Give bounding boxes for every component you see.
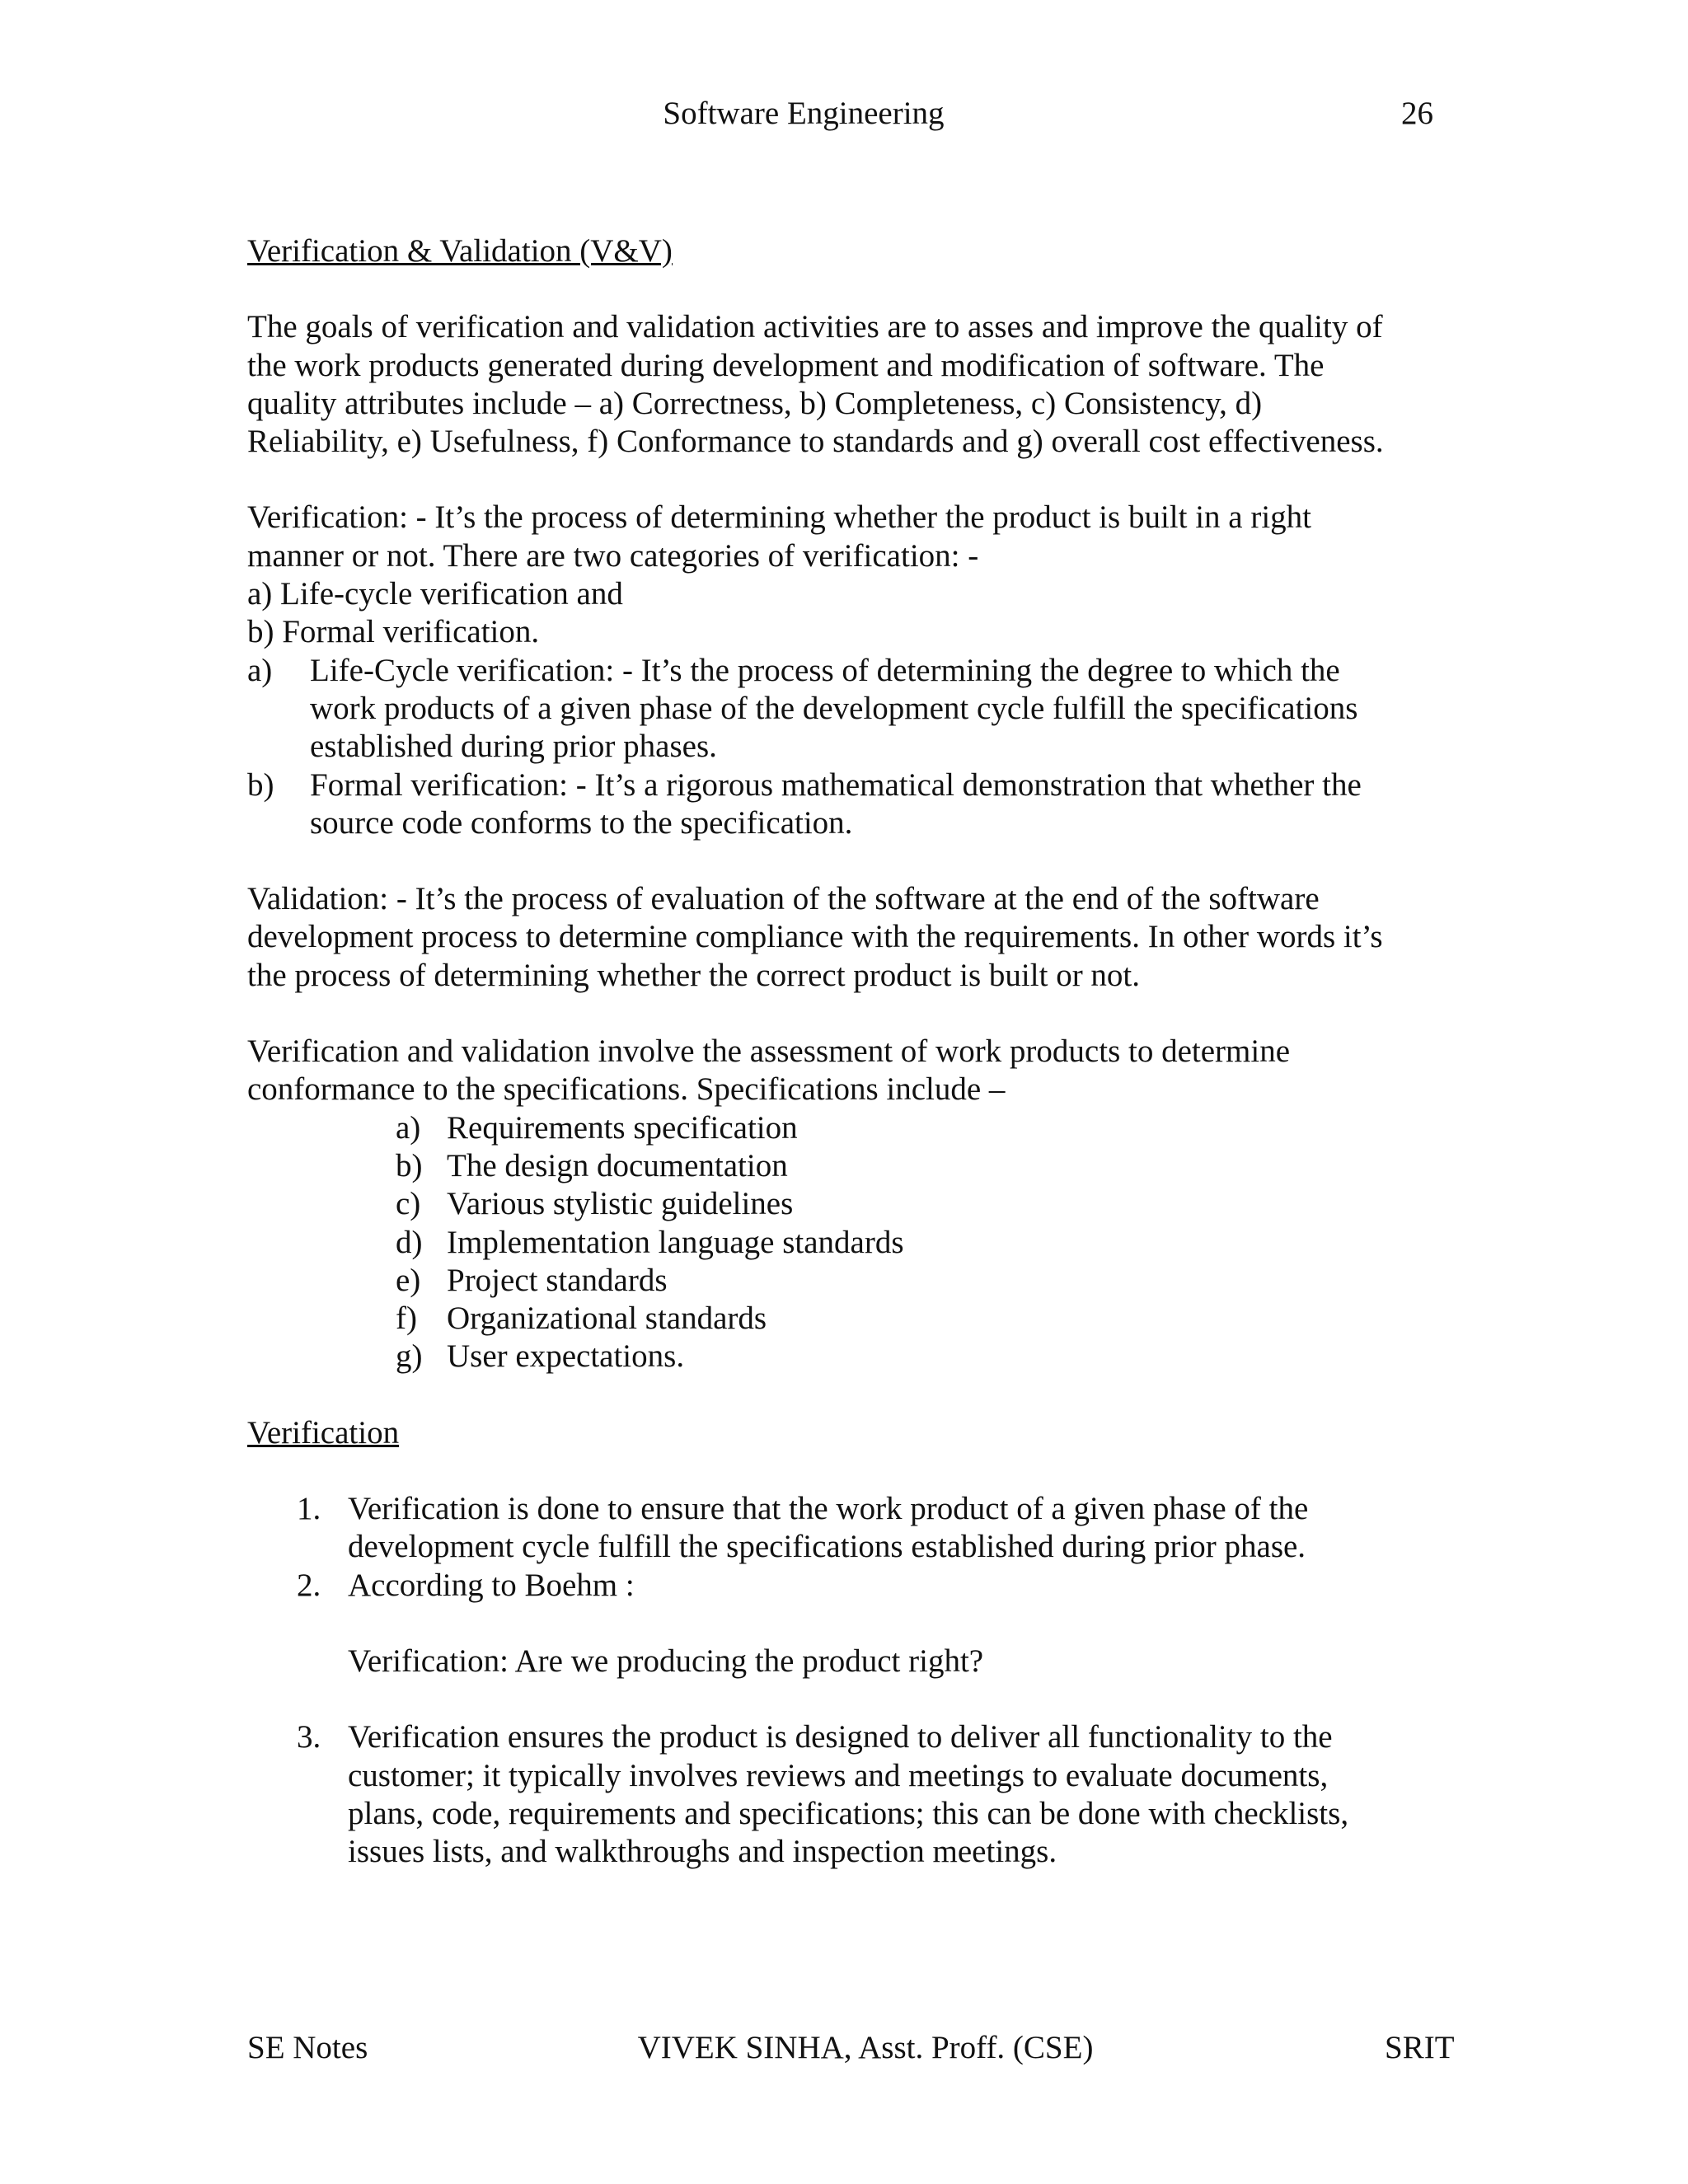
text-line: b) Formal verification. (247, 614, 540, 650)
text-line: Life-Cycle verification: - It’s the process of determining the degree to which the (310, 652, 1340, 688)
text-line: development process to determine compliance with the requirements. In other words it’s (247, 919, 1383, 955)
text-line: quality attributes include – a) Correctness, b) Completeness, c) Consistency, d) (247, 385, 1263, 421)
text-line: development cycle fulfill the specifications established during prior phase. (348, 1529, 1306, 1565)
text-line: Verification: - It’s the process of determining whether the product is built in a right (247, 499, 1311, 536)
text-line: the process of determining whether the correct product is built or not. (247, 957, 1141, 993)
text-line: a) Life-cycle verification and (247, 576, 623, 612)
verification-heading: Verification (247, 1414, 400, 1451)
text-line: established during prior phases. (310, 729, 717, 765)
list-label: a) (247, 652, 273, 688)
page-number: 26 (1401, 96, 1433, 131)
text-line: According to Boehm : (348, 1567, 635, 1603)
list-item (247, 1262, 1451, 1300)
page-content (247, 232, 1451, 1871)
text-line: Verification is done to ensure that the work product of a given phase of the (348, 1491, 1309, 1527)
list-item (247, 1185, 1451, 1223)
list-label: c) (396, 1186, 421, 1222)
validation-definition (247, 880, 1451, 995)
text-line: Verification and validation involve the assessment of work products to determine (247, 1033, 1291, 1070)
intro-paragraph (247, 308, 1451, 461)
header-title: Software Engineering (663, 96, 945, 131)
list-label: d) (396, 1224, 423, 1260)
list-item (247, 1300, 1451, 1338)
text-line: Verification ensures the product is designed to deliver all functionality to the (348, 1719, 1333, 1755)
footer-right: SRIT (1385, 2030, 1455, 2065)
text-line: Validation: - It’s the process of evaluation of the software at the end of the software (247, 881, 1320, 917)
text-line: customer; it typically involves reviews and meetings to evaluate documents, (348, 1757, 1329, 1793)
text-line: manner or not. There are two categories of verification: - (247, 537, 979, 574)
boehm-quote: Verification: Are we producing the product right? (348, 1643, 984, 1679)
list-item (247, 766, 1451, 843)
list-label: a) (396, 1109, 421, 1146)
text-line: The goals of verification and validation activities are to asses and improve the quality of (247, 309, 1383, 345)
text-line: the work products generated during development and modification of software. The (247, 347, 1325, 383)
list-label: b) (396, 1147, 423, 1183)
verification-definition (247, 499, 1451, 651)
list-text: Project standards (447, 1262, 668, 1298)
text-line: issues lists, and walkthroughs and inspection meetings. (348, 1834, 1057, 1870)
list-text: Requirements specification (447, 1109, 798, 1146)
list-item (247, 1147, 1451, 1185)
list-text: Organizational standards (447, 1301, 767, 1337)
list-text: Implementation language standards (447, 1224, 904, 1260)
footer-left: SE Notes (247, 2030, 368, 2065)
list-label: 1. (297, 1491, 321, 1527)
list-label: f) (396, 1301, 417, 1337)
list-text: Various stylistic guidelines (447, 1186, 794, 1222)
specifications-list (247, 1109, 1451, 1376)
list-item (247, 1718, 1451, 1871)
list-item (247, 1109, 1451, 1147)
list-label: e) (396, 1262, 421, 1298)
list-item (247, 1338, 1451, 1376)
text-line: work products of a given phase of the development cycle fulfill the specifications (310, 690, 1358, 726)
text-line: Formal verification: - It’s a rigorous mathematical demonstration that whether the (310, 766, 1362, 803)
footer-author: VIVEK SINHA, Asst. Proff. (CSE) (637, 2030, 1094, 2065)
text-line: Reliability, e) Usefulness, f) Conformance to standards and g) overall cost effectiveness. (247, 424, 1384, 460)
list-item (247, 1224, 1451, 1262)
section-title: Verification & Validation (V&V) (247, 233, 673, 269)
text-line: conformance to the specifications. Specifications include – (247, 1071, 1006, 1108)
list-label: g) (396, 1338, 423, 1375)
text-line: plans, code, requirements and specifications; this can be done with checklists, (348, 1795, 1349, 1831)
list-item (247, 652, 1451, 766)
specifications-intro (247, 1033, 1451, 1109)
list-label: b) (247, 766, 274, 803)
list-label: 2. (297, 1567, 321, 1603)
list-item (247, 1567, 1451, 1605)
list-item (247, 1490, 1451, 1567)
list-text: User expectations. (447, 1338, 685, 1375)
list-text: The design documentation (447, 1147, 788, 1183)
list-label: 3. (297, 1719, 321, 1755)
text-line: source code conforms to the specification. (310, 804, 853, 841)
